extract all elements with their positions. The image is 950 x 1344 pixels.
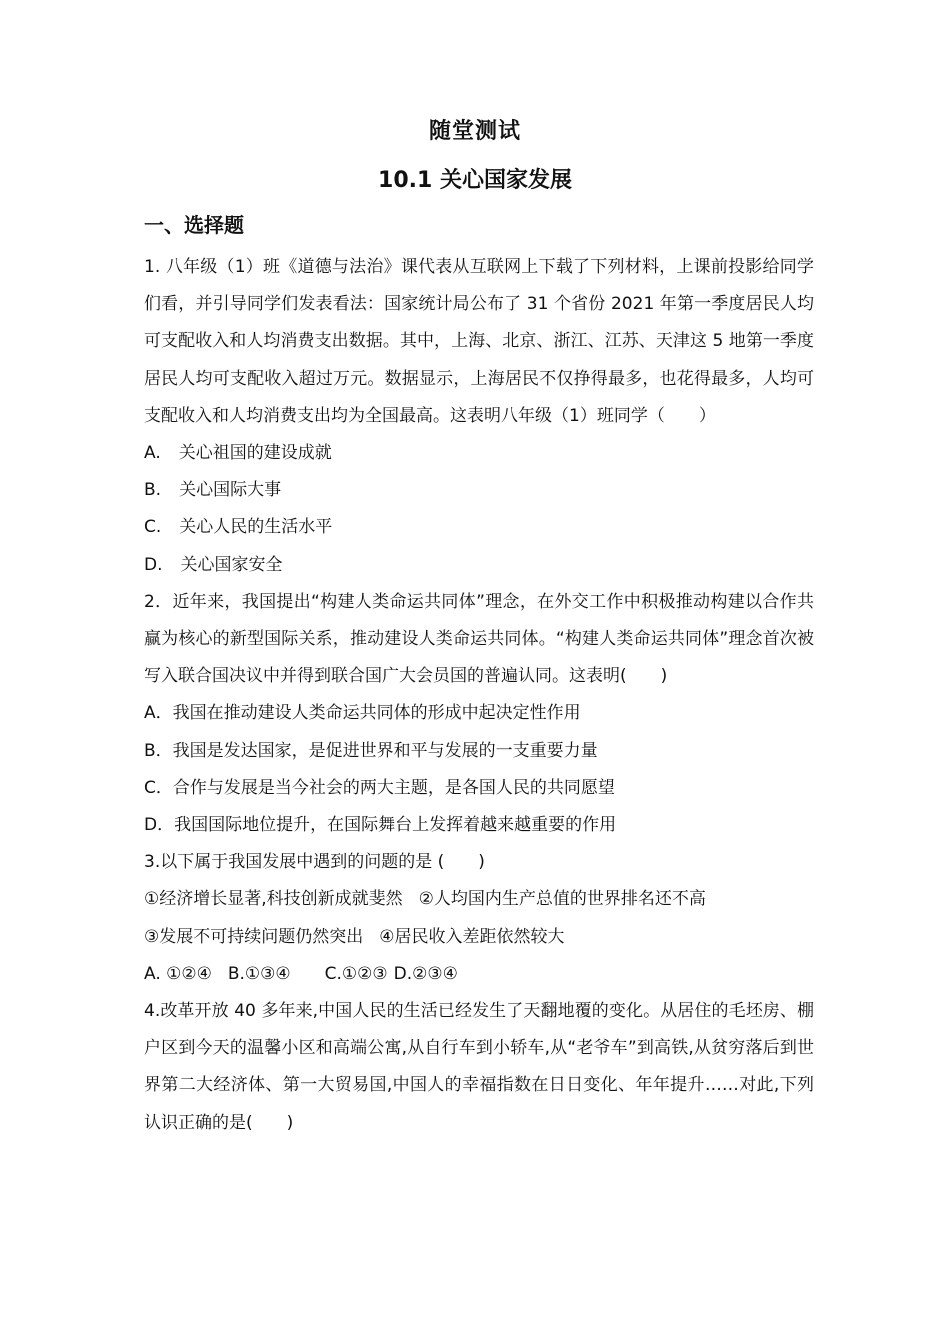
question-2-stem: 2．近年来，我国提出“构建人类命运共同体”理念，在外交工作中积极推动构建以合作共赢为核心的新型国际关系，推动建设人类命运共同体。“构建人类命运共同体”理念首次被写入联合国决议中并得到联合国广大会员国的普遍认同。这表明( ) (144, 591, 814, 687)
question-2-option-a (144, 695, 814, 732)
option-letter: A. (144, 443, 161, 464)
question-3-choices (144, 956, 814, 993)
question-1-stem: 1. 八年级（1）班《道德与法治》课代表从互联网上下载了下列材料，上课前投影给同学们看，并引导同学们发表看法：国家统计局公布了 31 个省份 2021 年第一季度居民人均可支配收入和人均消费支出数据。其中，上海、北京、浙江、江苏、天津这 5 地第一季度居民人均可支配收入超过万元。数据显示，上海居民不仅挣得最多，也花得最多，人均可支配收入和人均消费支出均为全国最高。这表明八年级（1）班同学（ ） (144, 257, 814, 426)
page-title: 随堂测试 (428, 119, 521, 144)
option-text: 我国国际地位提升，在国际舞台上发挥着越来越重要的作用 (174, 815, 617, 836)
choice-c: C.①②③ (324, 963, 388, 984)
option-text: 关心祖国的建设成就 (178, 443, 332, 464)
option-letter: D. (144, 554, 163, 575)
question-1-option-c (144, 509, 814, 546)
statement: ③发展不可持续问题仍然突出 (144, 926, 364, 947)
choice-b: B.①③④ (227, 963, 291, 984)
question-3-statements-row-2 (144, 919, 814, 956)
statement: ①经济增长显著,科技创新成就斐然 (144, 889, 403, 910)
question-1-option-a (144, 435, 814, 472)
question-4-stem: 4.改革开放 40 多年来,中国人民的生活已经发生了天翻地覆的变化。从居住的毛坯房、棚户区到今天的温馨小区和高端公寓,从自行车到小轿车,从“老爷车”到高铁,从贫穷落后到世界第二大经济体、第一大贸易国,中国人的幸福指数在日日变化、年年提升……对此,下列认识正确的是( ) (144, 1001, 814, 1133)
option-letter: B. (144, 480, 162, 501)
question-3-stem: 3.以下属于我国发展中遇到的问题的是 ( ) (144, 852, 485, 873)
statement: ②人均国内生产总值的世界排名还不高 (418, 889, 706, 910)
option-letter: C. (144, 517, 162, 538)
question-list (144, 249, 814, 1142)
option-letter: D． (144, 815, 175, 836)
choice-a: A. ①②④ (144, 963, 212, 984)
option-text: 关心国家安全 (180, 554, 283, 575)
question-2-option-d (144, 807, 814, 844)
option-letter: A． (144, 703, 173, 724)
option-text: 我国是发达国家，是促进世界和平与发展的一支重要力量 (172, 740, 598, 761)
question-1-option-d (144, 547, 814, 584)
option-text: 关心国际大事 (179, 480, 282, 501)
statement: ④居民收入差距依然较大 (379, 926, 565, 947)
option-text: 关心人民的生活水平 (179, 517, 333, 538)
section-heading: 一、选择题 (144, 213, 244, 237)
option-letter: B． (144, 740, 173, 761)
choice-d: D.②③④ (393, 963, 458, 984)
option-letter: C． (144, 777, 173, 798)
question-2-option-c (144, 770, 814, 807)
option-text: 我国在推动建设人类命运共同体的形成中起决定性作用 (172, 703, 581, 724)
lesson-title: 10.1 关心国家发展 (378, 168, 572, 193)
question-3-statements-row-1 (144, 881, 814, 918)
option-text: 合作与发展是当今社会的两大主题，是各国人民的共同愿望 (172, 777, 615, 798)
question-1-option-b (144, 472, 814, 509)
question-2-option-b (144, 733, 814, 770)
